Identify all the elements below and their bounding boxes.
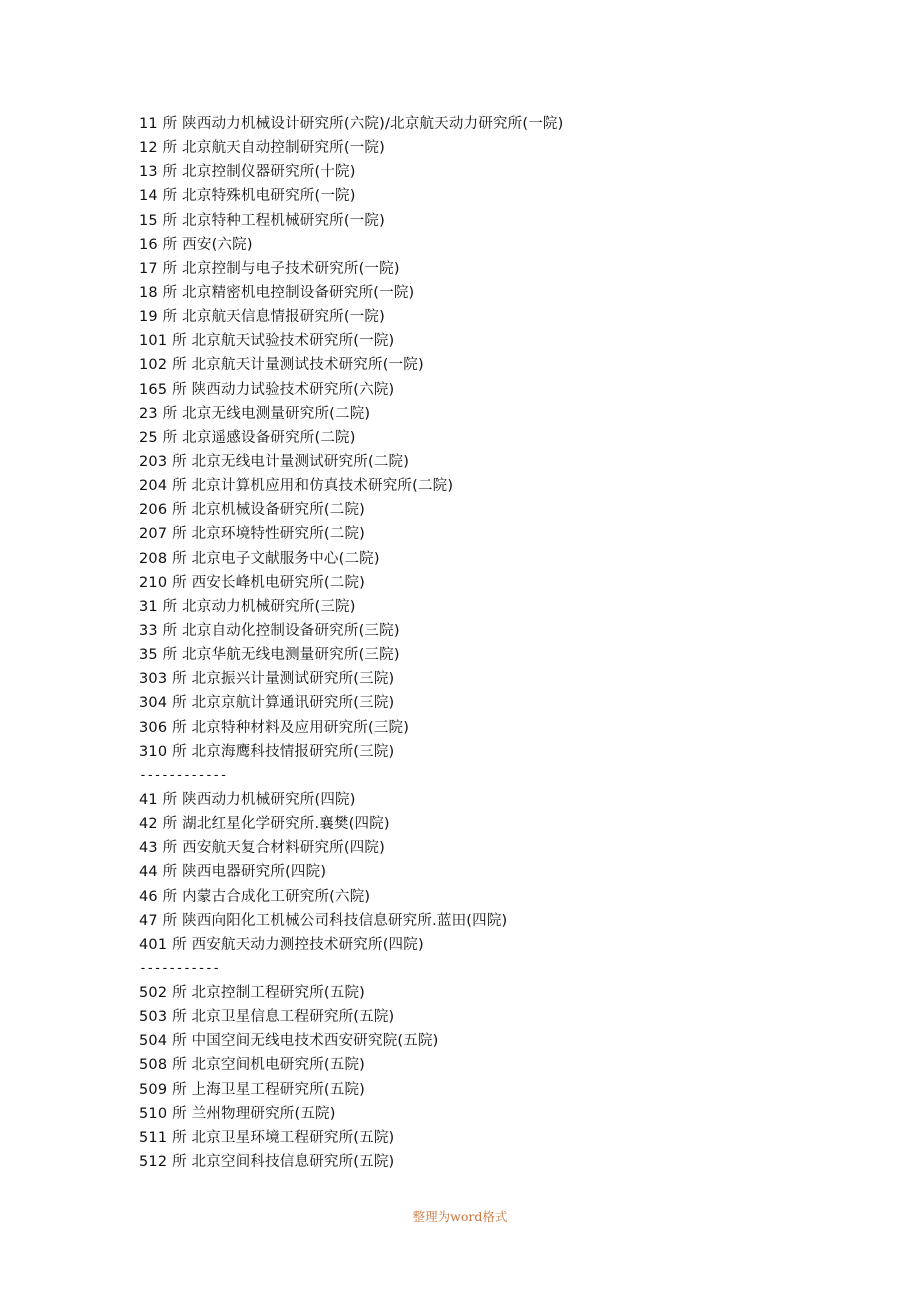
list-item: 165 所 陕西动力试验技术研究所(六院) [139, 381, 395, 398]
list-item: 508 所 北京空间机电研究所(五院) [139, 1057, 366, 1074]
list-item: 510 所 兰州物理研究所(五院) [139, 1105, 336, 1122]
list-item: 207 所 北京环境特性研究所(二院) [139, 526, 366, 543]
list-item: 15 所 北京特种工程机械研究所(一院) [139, 212, 385, 229]
list-item: 47 所 陕西向阳化工机械公司科技信息研究所.蓝田(四院) [139, 912, 508, 929]
list-item: 512 所 北京空间科技信息研究所(五院) [139, 1154, 395, 1171]
list-item: 206 所 北京机械设备研究所(二院) [139, 502, 366, 519]
list-item: 502 所 北京控制工程研究所(五院) [139, 985, 366, 1002]
list-item: 11 所 陕西动力机械设计研究所(六院)/北京航天动力研究所(一院) [139, 116, 564, 132]
list-item: 12 所 北京航天自动控制研究所(一院) [139, 140, 385, 157]
section-divider: ------------ [139, 767, 227, 783]
institute-list [139, 112, 839, 1174]
list-item: 101 所 北京航天试验技术研究所(一院) [139, 333, 395, 350]
list-item: 25 所 北京遥感设备研究所(二院) [139, 429, 356, 446]
list-item: 210 所 西安长峰机电研究所(二院) [139, 574, 366, 591]
list-item: 35 所 北京华航无线电测量研究所(三院) [139, 647, 400, 664]
list-item: 13 所 北京控制仪器研究所(十院) [139, 164, 356, 181]
list-item: 310 所 北京海鹰科技情报研究所(三院) [139, 743, 395, 760]
list-item: 44 所 陕西电器研究所(四院) [139, 864, 327, 881]
section-divider: ----------- [139, 960, 220, 976]
list-item: 203 所 北京无线电计量测试研究所(二院) [139, 453, 410, 470]
page-footer: 整理为word格式 [412, 1209, 508, 1224]
list-item: 31 所 北京动力机械研究所(三院) [139, 598, 356, 615]
list-item: 46 所 内蒙古合成化工研究所(六院) [139, 888, 371, 905]
list-item: 504 所 中国空间无线电技术西安研究院(五院) [139, 1033, 439, 1050]
list-item: 503 所 北京卫星信息工程研究所(五院) [139, 1009, 395, 1026]
list-item: 511 所 北京卫星环境工程研究所(五院) [139, 1129, 395, 1146]
list-item: 33 所 北京自动化控制设备研究所(三院) [139, 622, 400, 639]
list-item: 19 所 北京航天信息情报研究所(一院) [139, 309, 385, 326]
list-item: 42 所 湖北红星化学研究所.襄樊(四院) [139, 816, 390, 833]
list-item: 306 所 北京特种材料及应用研究所(三院) [139, 719, 410, 736]
list-item: 204 所 北京计算机应用和仿真技术研究所(二院) [139, 478, 454, 495]
list-item: 18 所 北京精密机电控制设备研究所(一院) [139, 284, 415, 301]
list-item: 43 所 西安航天复合材料研究所(四院) [139, 840, 385, 857]
list-item: 304 所 北京京航计算通讯研究所(三院) [139, 695, 395, 712]
list-item: 41 所 陕西动力机械研究所(四院) [139, 791, 356, 808]
list-item: 16 所 西安(六院) [139, 236, 253, 253]
list-item: 17 所 北京控制与电子技术研究所(一院) [139, 260, 400, 277]
list-item: 303 所 北京振兴计量测试研究所(三院) [139, 671, 395, 688]
list-item: 14 所 北京特殊机电研究所(一院) [139, 188, 356, 205]
list-item: 509 所 上海卫星工程研究所(五院) [139, 1081, 366, 1098]
list-item: 23 所 北京无线电测量研究所(二院) [139, 405, 371, 422]
list-item: 208 所 北京电子文献服务中心(二院) [139, 550, 380, 567]
list-item: 102 所 北京航天计量测试技术研究所(一院) [139, 357, 424, 374]
list-item: 401 所 西安航天动力测控技术研究所(四院) [139, 936, 424, 953]
